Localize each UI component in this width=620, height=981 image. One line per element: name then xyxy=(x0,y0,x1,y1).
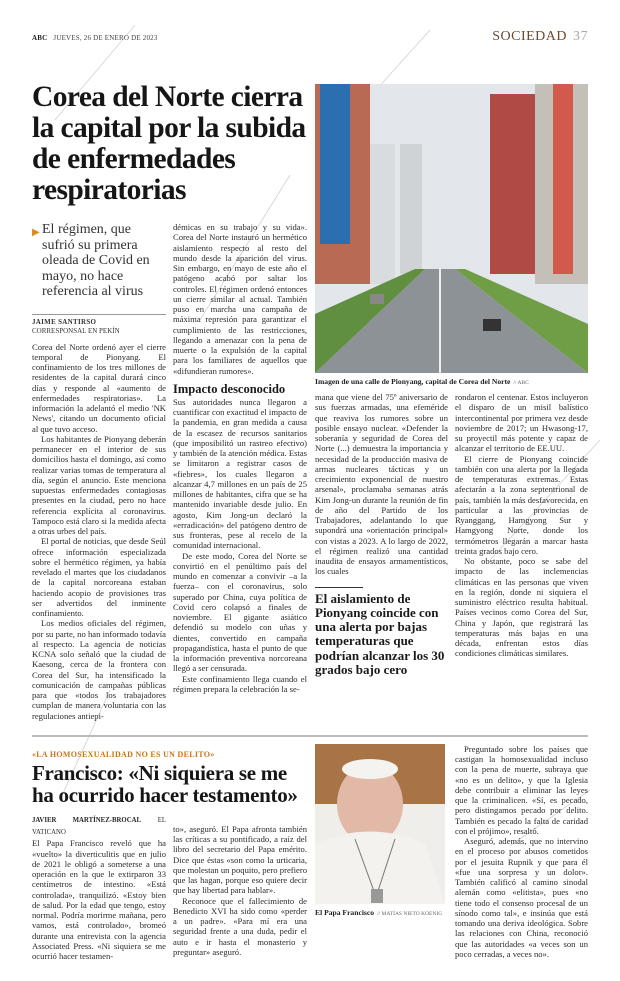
article-2-left xyxy=(32,744,307,962)
photo-caption-2 xyxy=(315,908,449,917)
page-header-left xyxy=(32,34,158,42)
location: EL VATICANO xyxy=(32,816,166,836)
article-column-2 xyxy=(173,222,307,721)
photo-credit: // MATÍAS NIETO KOENIG xyxy=(377,910,443,917)
article-2 xyxy=(32,744,588,962)
article-1 xyxy=(32,79,588,721)
pyongyang-street-photo xyxy=(315,84,588,373)
article2-column-b xyxy=(173,814,307,962)
paragraph: Los habitantes de Pionyang deberán permanecer en el interior de sus domicilios hasta el domingo, así como realizar varias tomas de temperatura al día, según el anuncio. Este menciona supuestas enfermedades contagiosas presentes en la ciudad, pero no hace referencia explícita al coronavirus. Tampoco está claro si la medida afecta a otras urbes del país. xyxy=(32,433,166,536)
caption-text: El Papa Francisco xyxy=(315,907,375,917)
paragraph: Aseguró, además, que no intervino en el proceso por abusos cometidos por el jesuita Rupnik y que para él «fue una sorpresa y un dolor». También calificó al camino sinodal alemán como «elitista», pues «no tiene todo el consenso procesal de un sínodo como tal», e insinúa que está tomando una deriva ideológica. Sobre las relaciones con China, reconoció que las autoridades «a veces son un poco cerradas, a veces no». xyxy=(455,836,588,959)
paragraph: Sus autoridades nunca llegaron a cuantificar con exactitud el impacto de la pandemia, en gran medida a causa de la escasez de recursos sanitarios (que imposibilitó un rastreo efectivo) y también de la atención médica. Estas se limitaron a registrar casos de «fiebres», los cuales llegaron a alcanzar 4,7 millones en un país de 25 millones de habitantes, cifra que se ha mantenido invariable desde julio. En agosto, Kim Jong-un declaró la «erradicación» del patógeno dentro de sus fronteras, pese al recelo de la comunidad internacional. xyxy=(173,396,307,551)
subtitle-text: El régimen, que sufrió su primera oleada de Covid en mayo, no hace referencia al virus xyxy=(42,222,150,299)
headline-2: Francisco: «Ni siquiera se me ha ocurrido hacer testamento» xyxy=(32,760,298,807)
byline xyxy=(32,318,166,336)
article-column-3-wrap xyxy=(315,392,448,677)
section-divider xyxy=(32,735,588,737)
paragraph: Reconoce que el fallecimiento de Benedicto XVI ha sido como «perder a un padre». «Para mí era una seguridad frente a una duda, pedir el auto e ir hasta el monasterio y preguntar» aseguró. xyxy=(173,895,307,957)
kicker: «LA HOMOSEXUALIDAD NO ES UN DELITO» xyxy=(32,749,215,759)
caption-text: Imagen de una calle de Pionyang, capital de Corea del Norte xyxy=(315,377,511,386)
pope-francis-photo xyxy=(315,744,445,904)
paragraph: rondaron el centenar. Estos incluyeron el disparo de un misil balístico intercontinental por primera vez desde noviembre de 2017; un Hwasong-17, su proyectil más potente y capaz de alcanzar el territorio de EE.UU. xyxy=(455,392,588,454)
date: JUEVES, 26 DE ENERO DE 2023 xyxy=(53,34,158,42)
page-header xyxy=(32,29,588,79)
article-column-1 xyxy=(32,222,166,721)
paragraph: Este confinamiento llega cuando el régimen prepara la celebración la se- xyxy=(173,673,307,694)
paragraph: Corea del Norte ordenó ayer el cierre temporal de Pionyang. El confinamiento de los tres millones de residentes de la capital durará cinco días y responde al «aumento de enfermedades respiratorias». La información la adelantó el medio 'NK News', citando un documento oficial al que tuvo acceso. xyxy=(32,341,166,434)
paragraph: Preguntado sobre los países que castigan la homosexualidad incluso con la pena de muerte, subraya que «no es un delito», y que la Iglesia debe contribuir a eliminar las leyes que la criminalicen. «Sí, es pecado, pero distingamos pecado por delito. También es pecado la falta de caridad con el prójimo», resaltó. xyxy=(455,743,588,836)
paragraph: No obstante, poco se sabe del impacto de las inclemencias climáticas en las personas que viven en la región, donde ni siquiera el suministro eléctrico resulta habitual. Países vecinos como Corea del Sur, China y Japón, que registrará las temperaturas más bajas en una década, enfrentan estos días condiciones climáticas similares. xyxy=(455,556,588,659)
article-2-right xyxy=(315,744,588,959)
paragraph: El Papa Francisco reveló que ha «vuelto» la diverticulitis que en julio de 2021 le obligó a someterse a una operación en la que le extirparon 33 centímetros de intestino. «Está controlada», tranquilizó. «Estoy bien de salud. Por la edad que tengo, estoy normal. Podría morirme mañana, pero vamos, está controlado», bromeó durante una entrevista con la agencia Associated Press. «Ni siquiera se me ocurrió hacer testamen- xyxy=(32,838,166,961)
paragraph: démicas en su trabajo y su vida». Corea del Norte instauró un hermético aislamiento respecto al resto del mundo desde la aparición del virus. Sin embargo, en mayo de este año el patógeno acabó por saltar los controles. El régimen ordenó entonces un cierre similar al actual. También puso en marcha una campaña de máxima represión para garantizar el cumplimiento de las restricciones, llegando a amenazar con la pena de muerte o la expulsión de la capital para los familiares de aquellos que «difundieran rumores». xyxy=(173,222,307,376)
divider xyxy=(32,314,166,315)
paragraph: El cierre de Pionyang coincide también con una alerta por la llegada de temperaturas extremas. Estas afectarán a la zona septentrional de país, también la más desfavorecida, en particular a las provincias de Ryanggang, Hamgyong Sur y Hamgyong Norte, donde los termómetros llegarán a marcar hasta treinta grados bajo cero. xyxy=(455,453,588,556)
paragraph: De este modo, Corea del Norte se convirtió en el penúltimo país del mundo en comenzar a convivir –a la fuerza– con el coronavirus, solo superado por China, cuya política de Covid cero colapsó a finales de noviembre. El gigante asiático defendió su modelo con uñas y dientes, convertido en campaña propagandística, hasta el punto de que la información preventiva norcoreana llegó a ser censurada. xyxy=(173,550,307,674)
article-column-4 xyxy=(455,392,588,677)
article2-column-a xyxy=(32,814,166,962)
author-role: CORRESPONSAL EN PEKÍN xyxy=(32,326,120,335)
bullet-triangle-icon: ▶ xyxy=(32,227,40,238)
subtitle xyxy=(32,222,166,300)
section-name: SOCIEDAD xyxy=(492,29,567,44)
article2-column-d xyxy=(455,744,588,959)
pull-quote: El aislamiento de Pionyang coincide con una alerta por bajas temperaturas que podrían alcanzar los 30 grados bajo cero xyxy=(315,590,445,677)
divider xyxy=(315,587,363,588)
paragraph: Los medios oficiales del régimen, por su parte, no han informado todavía al respecto. La agencia de noticias KCNA solo señaló que la ciudad de Kaesong, cerca de la frontera con Corea del Sur, ha intensificado la comunicación de campañas públicas para que «todos los trabajadores cumplan de manera voluntaria con las regulaciones antiepi- xyxy=(32,618,166,721)
paragraph: mana que viene del 75º aniversario de sus fuerzas armadas, una efeméride que reaviva los rumores sobre un posible ensayo nuclear. «Defender la soberanía y seguridad de Corea del Norte (...) demuestra la importancia y necesidad de la producción masiva de armas nucleares tácticas y un crecimiento exponencial de nuestro arsenal», proclamaba semanas atrás Kim Jong-un durante la reunión de fin de año del Partido de los Trabajadores, adelantando lo que supondrá una «orientación principal» con vistas a 2023. A lo largo de 2022, el régimen realizó una cantidad inaudita de ensayos armamentísticos, los cuales xyxy=(315,392,448,577)
subheading: Impacto desconocido xyxy=(173,381,286,396)
paragraph: El portal de noticias, que desde Seúl ofrece información especializada sobre el hermético régimen, ya había revelado el martes que los ciudadanos de la capital norcoreana estaban haciendo acopio de provisiones tras ser advertidos del inminente confinamiento. xyxy=(32,536,166,618)
page-number: 37 xyxy=(573,29,588,44)
photo-2-block xyxy=(315,744,449,923)
author-name: JAIME SANTIRSO xyxy=(32,317,97,326)
headline: Corea del Norte cierra la capital por la subida de enfermedades respiratorias xyxy=(32,81,306,206)
paragraph: to», aseguró. El Papa afronta también las críticas a su pontificado, a raíz del libro del secretario del Papa emérito. Dice que éstas «son como la urticaria, que molestan un poquito, pero prefiero que las hagan, porque eso quiere decir que hay libertad para hablar». xyxy=(173,823,307,896)
page-header-right xyxy=(492,29,588,45)
article-1-right xyxy=(315,79,588,677)
article-1-left xyxy=(32,79,307,721)
photo-caption xyxy=(315,377,588,386)
photo-credit: // ABC xyxy=(513,380,529,386)
author-name: JAVIER MARTÍNEZ-BROCAL xyxy=(32,816,142,824)
brand: ABC xyxy=(32,34,48,42)
article-column-3 xyxy=(315,392,448,577)
